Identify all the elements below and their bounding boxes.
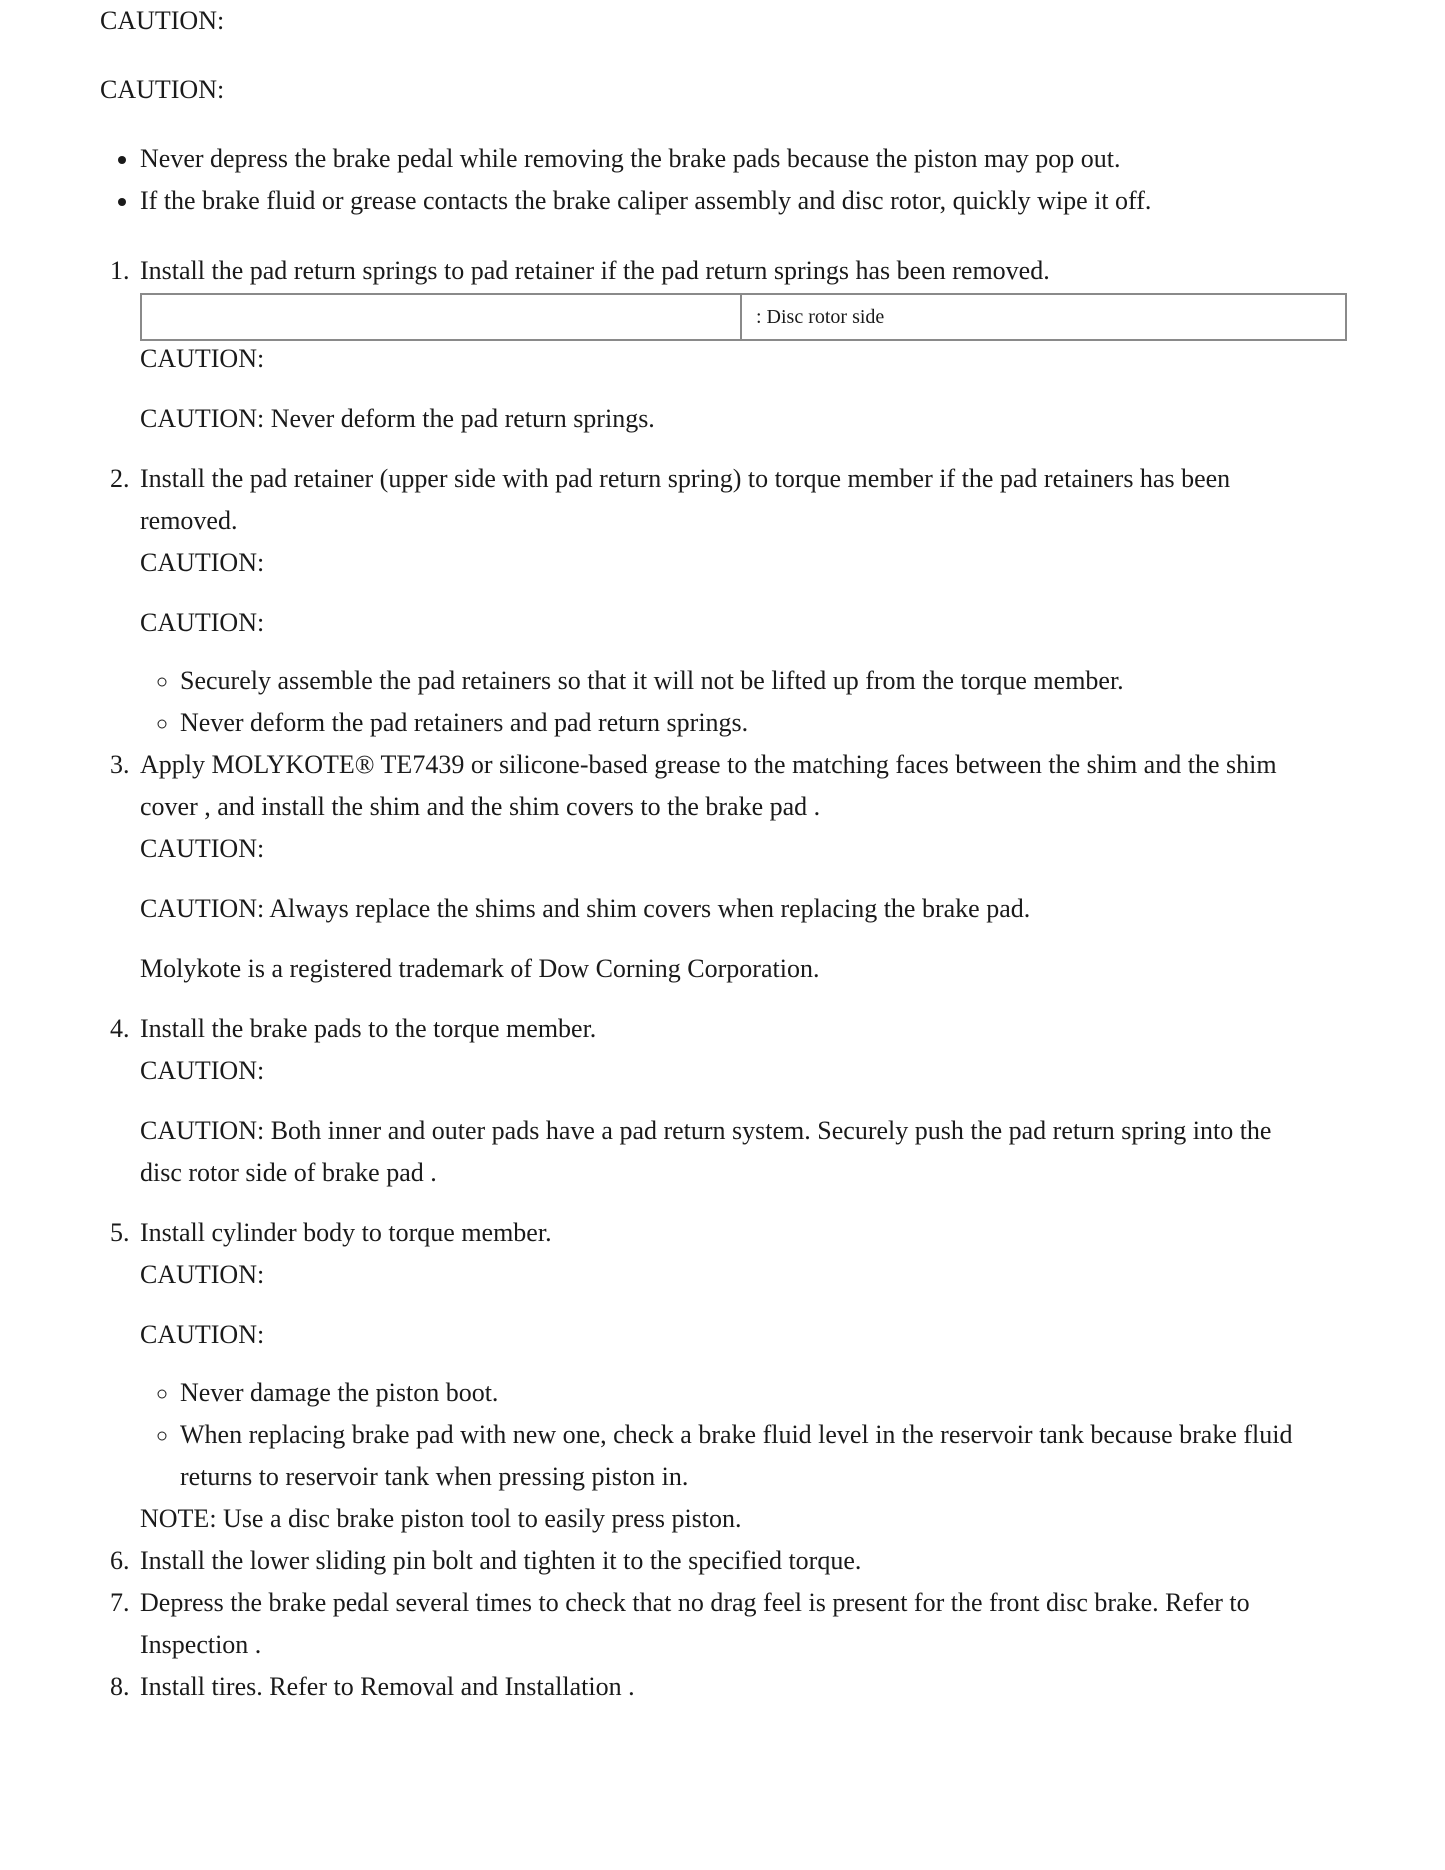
caution-heading: CAUTION: <box>100 6 225 35</box>
caution-text: CAUTION: Never deform the pad return springs. <box>140 404 655 433</box>
note-text: NOTE: Use a disc brake piston tool to easily press piston. <box>140 1504 742 1533</box>
caution-label: CAUTION: <box>140 548 265 577</box>
trademark-note: Molykote is a registered trademark of Dow Corning Corporation. <box>140 954 820 983</box>
caution-label: CAUTION: <box>140 344 265 373</box>
step-6 <box>110 1540 1347 1582</box>
step-number: 5. <box>110 1218 130 1247</box>
step-text: cover , and install the shim and the shim covers to the brake pad . <box>140 792 821 821</box>
step-text: Depress the brake pedal several times to check that no drag feel is present for the front disc brake. Refer to <box>140 1588 1250 1617</box>
step-8 <box>110 1666 1347 1708</box>
step-number: 2. <box>110 464 130 493</box>
step-number: 7. <box>110 1588 130 1617</box>
step-text: Inspection . <box>140 1630 262 1659</box>
caution-label: CAUTION: <box>140 1056 265 1085</box>
step-4 <box>110 1008 1347 1194</box>
procedure-steps <box>110 250 1347 1708</box>
caution-label: CAUTION: <box>140 834 265 863</box>
step-7 <box>110 1582 1347 1666</box>
list-item <box>180 1414 1347 1498</box>
step-text: removed. <box>140 506 238 535</box>
legend-cell-empty <box>142 295 742 339</box>
step-number: 8. <box>110 1672 130 1701</box>
step-text: Install the lower sliding pin bolt and tighten it to the specified torque. <box>140 1546 862 1575</box>
step-1 <box>110 250 1347 440</box>
step-number: 4. <box>110 1014 130 1043</box>
step-text: Install the pad return springs to pad retainer if the pad return springs has been removed. <box>140 256 1050 285</box>
step-text: Apply MOLYKOTE® TE7439 or silicone-based grease to the matching faces between the shim and the shim <box>140 750 1277 779</box>
legend-table <box>140 293 1347 341</box>
caution-text: CAUTION: Always replace the shims and shim covers when replacing the brake pad. <box>140 894 1031 923</box>
list-item: • If the brake fluid or grease contacts the brake caliper assembly and disc rotor, quickly wipe it off. <box>140 180 1151 222</box>
caution-bullet-list <box>140 138 1151 222</box>
step-text: Install the brake pads to the torque member. <box>140 1014 597 1043</box>
caution-text: disc rotor side of brake pad . <box>140 1158 437 1187</box>
step-text: Install the pad retainer (upper side with pad return spring) to torque member if the pad retainers has been <box>140 464 1231 493</box>
step-3 <box>110 744 1347 990</box>
caution-heading: CAUTION: <box>100 75 225 104</box>
caution-sub-list <box>140 1372 1347 1498</box>
caution-sub-list <box>140 660 1347 744</box>
step-5 <box>110 1212 1347 1540</box>
caution-label: CAUTION: <box>140 608 265 637</box>
list-item: ◦ Never damage the piston boot. <box>180 1372 1347 1414</box>
step-number: 1. <box>110 256 130 285</box>
list-item: • Never depress the brake pedal while removing the brake pads because the piston may pop out. <box>140 138 1151 180</box>
step-text: Install cylinder body to torque member. <box>140 1218 552 1247</box>
list-item: ◦ Never deform the pad retainers and pad return springs. <box>180 702 1347 744</box>
list-item: ◦ Securely assemble the pad retainers so that it will not be lifted up from the torque member. <box>180 660 1347 702</box>
list-item-text: returns to reservoir tank when pressing piston in. <box>180 1462 689 1491</box>
list-item-text: ◦ When replacing brake pad with new one, check a brake fluid level in the reservoir tank because brake fluid <box>180 1420 1293 1449</box>
step-number: 3. <box>110 750 130 779</box>
step-2 <box>110 458 1347 744</box>
caution-label: CAUTION: <box>140 1320 265 1349</box>
step-number: 6. <box>110 1546 130 1575</box>
legend-cell-disc-rotor-side: : Disc rotor side <box>756 306 885 328</box>
step-text: Install tires. Refer to Removal and Installation . <box>140 1672 635 1701</box>
caution-label: CAUTION: <box>140 1260 265 1289</box>
caution-text: CAUTION: Both inner and outer pads have a pad return system. Securely push the pad return spring into the <box>140 1116 1272 1145</box>
